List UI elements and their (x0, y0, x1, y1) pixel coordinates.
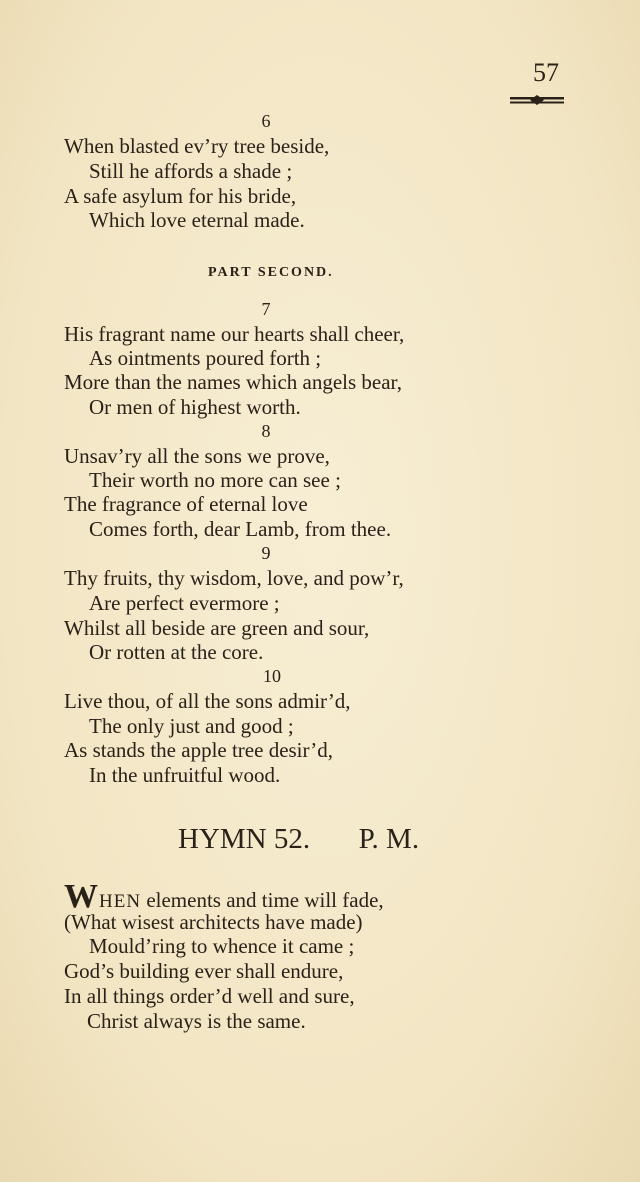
verse-line: Mould’ring to whence it came ; (89, 934, 355, 958)
drop-cap: W (64, 878, 98, 915)
verse-line: Or rotten at the core. (89, 640, 264, 664)
verse-line: Unsav’ry all the sons we prove, (64, 444, 330, 468)
verse-line: A safe asylum for his bride, (64, 184, 297, 208)
verse-line: Their worth no more can see ; (89, 468, 341, 492)
verse-line: When blasted ev’ry tree beside, (64, 134, 330, 158)
stanza-number: 9 (261, 543, 271, 563)
hymn-title-number: HYMN 52. (178, 823, 311, 855)
hymn-title-meter: P. M. (358, 823, 420, 855)
verse-line: His fragrant name our hearts shall cheer, (64, 322, 405, 346)
verse-line: Live thou, of all the sons admir’d, (64, 689, 351, 713)
page-number: 57 (533, 58, 559, 87)
stanza-number: 7 (261, 299, 271, 319)
stanza-number: 8 (261, 421, 271, 441)
stanza-number: 6 (261, 111, 271, 131)
verse-line: Which love eternal made. (89, 208, 305, 232)
verse-line: God’s building ever shall endure, (64, 959, 344, 983)
verse-line: As ointments poured forth ; (89, 346, 322, 370)
verse-line: Thy fruits, thy wisdom, love, and pow’r, (64, 566, 404, 590)
verse-line: As stands the apple tree desir’d, (64, 738, 334, 762)
verse-line: Still he affords a shade ; (89, 159, 293, 183)
small-caps-word: HEN (99, 891, 142, 912)
verse-line: Or men of highest worth. (89, 395, 301, 419)
section-heading: PART SECOND. (208, 265, 334, 280)
verse-line: In the unfruitful wood. (89, 763, 281, 787)
hymn-title (178, 822, 419, 856)
verse-line: Whilst all beside are green and sour, (64, 616, 370, 640)
verse-line: Comes forth, dear Lamb, from thee. (89, 517, 392, 541)
verse-line: In all things order’d well and sure, (64, 984, 355, 1008)
verse-line: The fragrance of eternal love (64, 492, 308, 516)
verse-line: Are perfect evermore ; (89, 591, 280, 615)
verse-line-rest: elements and time will fade, (141, 888, 384, 912)
verse-line: Christ always is the same. (87, 1009, 306, 1033)
ornament-rule-icon (510, 94, 564, 106)
stanza-number: 10 (263, 666, 281, 686)
verse-line: More than the names which angels bear, (64, 370, 402, 394)
verse-line: The only just and good ; (89, 714, 294, 738)
verse-line: (What wisest architects have made) (64, 910, 363, 934)
